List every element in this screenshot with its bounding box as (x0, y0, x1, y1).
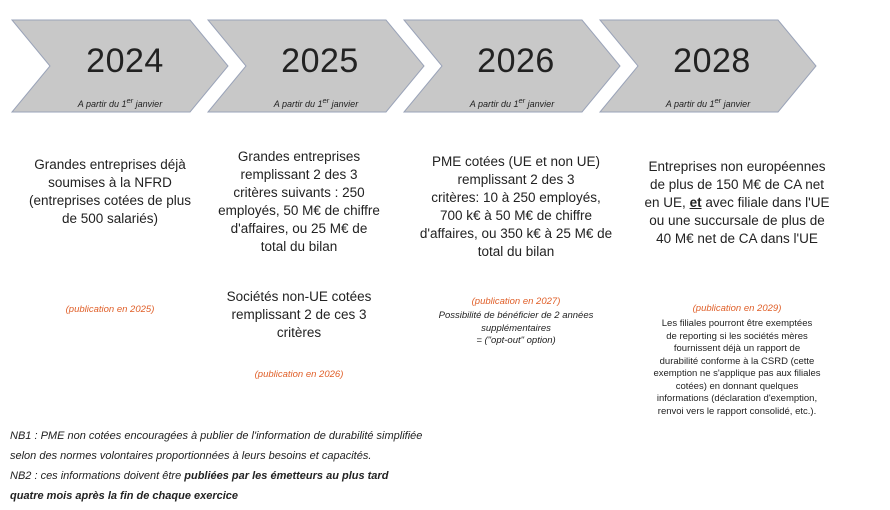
scope-2024: Grandes entreprises déjà soumises à la NFRD (entreprises cotées de plus de 500 salariés) (28, 157, 192, 226)
start-date-2026: A partir du 1er janvier (469, 96, 555, 109)
publication-2027: (publication en 2027) (471, 296, 561, 307)
note-nb1: NB1 : PME non cotées encouragées à publier de l'information de durabilité simplifiée selon des normes volontaires proportionnées à leurs besoins et capacités. (10, 430, 423, 462)
scope-2025: Grandes entreprises remplissant 2 des 3 critères suivants : 250 employés, 50 M€ de chiffre d'affaires, ou 25 M€ de total du bilan (218, 149, 380, 254)
start-date-2028: A partir du 1er janvier (665, 96, 751, 109)
year-2028: 2028 (673, 42, 751, 80)
scope-2025-non-ue: Sociétés non-UE cotées remplissant 2 de ces 3 critères (226, 289, 372, 340)
subsidiary-exemption-note: Les filiales pourront être exemptées de reporting si les sociétés mères fournissent déjà un rapport de durabilité conforme à la CSRD (cette exemption ne s'applique pas aux filiales cotées) en donnant quelques informations (déclaration d'exemption, renvoi vers le rapport consolidé, etc.). (653, 318, 821, 417)
publication-2025: (publication en 2025) (65, 304, 155, 315)
year-2025: 2025 (281, 42, 359, 80)
opt-out-note: Possibilité de bénéficier de 2 années supplémentaires = ("opt-out" option) (438, 310, 594, 346)
start-date-2024: A partir du 1er janvier (77, 96, 163, 109)
year-2024: 2024 (86, 42, 164, 80)
publication-2026: (publication en 2026) (254, 369, 344, 380)
publication-2029: (publication en 2029) (692, 303, 782, 314)
note-nb2: NB2 : ces informations doivent être publiées par les émetteurs au plus tard quatre mois après la fin de chaque exercice (10, 470, 389, 502)
scope-2026: PME cotées (UE et non UE) remplissant 2 des 3 critères: 10 à 250 employés, 700 k€ à 50 M€ de chiffre d'affaires, ou 350 k€ à 25 M€ de total du bilan (419, 154, 613, 259)
start-date-2025: A partir du 1er janvier (273, 96, 359, 109)
scope-2028: Entreprises non européennes de plus de 150 M€ de CA net en UE, et avec filiale dans l'UE ou une succursale de plus de 40 M€ net de CA dans l'UE (644, 159, 830, 246)
year-2026: 2026 (477, 42, 555, 80)
